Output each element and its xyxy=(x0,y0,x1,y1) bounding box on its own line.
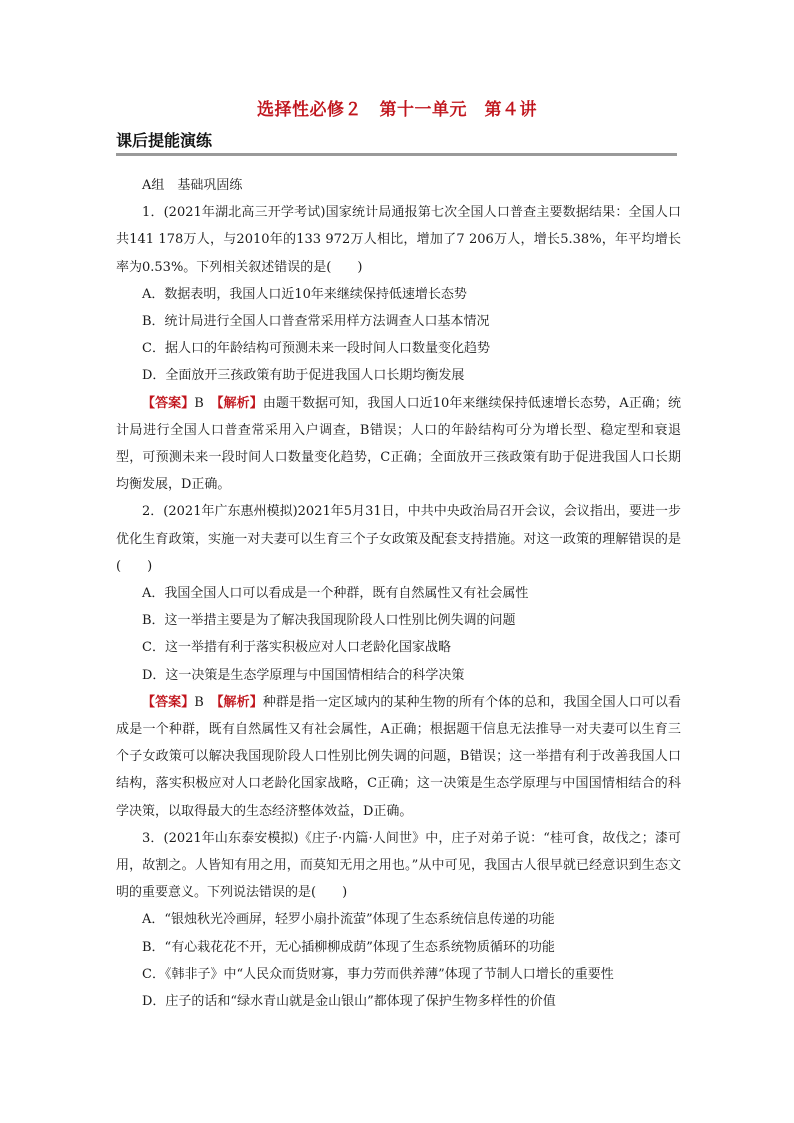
question-1-option-c: C．据人口的年龄结构可预测未来一段时间人口数量变化趋势 xyxy=(142,341,490,357)
question-2-option-c: C．这一举措有利于落实积极应对人口老龄化国家战略 xyxy=(142,640,451,656)
question-3-option-d: D．庄子的话和“绿水青山就是金山银山”都体现了保护生物多样性的价值 xyxy=(142,994,556,1010)
section-subtitle: 课后提能演练 xyxy=(116,131,213,150)
question-2-answer-block xyxy=(116,689,681,825)
question-1-option-a: A．数据表明，我国人口近10年来继续保持低速增长态势 xyxy=(142,286,467,302)
question-1-answer: B xyxy=(194,395,204,411)
answer-tag: 【答案】 xyxy=(142,395,195,411)
question-2-analysis: 种群是指一定区域内的某种生物的所有个体的总和，我国全国人口可以看成是一个种群，既有自然属性又有社会属性，A正确；根据题干信息无法推导一对夫妻可以生育三个子女政策可以解决我国现阶段人口性别比例失调的问题，B错误；这一举措有利于改善我国人口结构，落实积极应对人口老龄化国家战略，C正确；这一决策是生态学原理与中国国情相结合的科学决策，以取得最大的生态经济整体效益，D正确。 xyxy=(116,694,681,819)
question-3-option-a: A．“银烛秋光冷画屏，轻罗小扇扑流萤”体现了生态系统信息传递的功能 xyxy=(142,912,555,928)
analysis-tag: 【解析】 xyxy=(217,395,263,411)
question-3-option-b: B．“有心栽花花不开，无心插柳柳成荫”体现了生态系统物质循环的功能 xyxy=(142,939,555,955)
question-2-option-d: D．这一决策是生态学原理与中国国情相结合的科学决策 xyxy=(142,667,465,683)
question-1-option-b: B．统计局进行全国人口普查常采用样方法调查人口基本情况 xyxy=(142,314,490,330)
header-divider xyxy=(116,153,677,156)
question-3-stem: 3．(2021年山东泰安模拟)《庄子·内篇·人间世》中，庄子对弟子说：“桂可食，故伐之；漆可用，故割之。人皆知有用之用，而莫知无用之用也。”从中可见，我国古人很早就已经意识到生态文明的重要意义。下列说法错误的是( ) xyxy=(116,830,681,901)
page-title: 选择性必修２ 第十一单元 第４讲 xyxy=(257,100,537,120)
question-1-analysis: 由题干数据可知，我国人口近10年来继续保持低速增长态势，A正确；统计局进行全国人口普查常采用入户调查，B错误；人口的年龄结构可分为增长型、稳定型和衰退型，可预测未来一段时间人口数量变化趋势，C正确；全面放开三孩政策有助于促进我国人口长期均衡发展，D正确。 xyxy=(116,395,681,493)
question-2-answer: B xyxy=(194,694,204,710)
question-2-stem: 2．(2021年广东惠州模拟)2021年5月31日，中共中央政治局召开会议，会议指出，要进一步优化生育政策，实施一对夫妻可以生育三个子女政策及配套支持措施。对这一政策的理解错误的是( ) xyxy=(116,504,681,574)
question-1-stem: 1．(2021年湖北高三开学考试)国家统计局通报第七次全国人口普查主要数据结果：全国人口共141 178万人，与2010年的133 972万人相比，增加了7 206万人，增长5.38%，年平均增长率为0.53%。下列相关叙述错误的是( ) xyxy=(116,205,681,275)
analysis-tag: 【解析】 xyxy=(216,694,263,710)
question-1-option-d: D．全面放开三孩政策有助于促进我国人口长期均衡发展 xyxy=(142,368,465,384)
question-3-option-c: C．《韩非子》中“人民众而货财寡，事力劳而供养薄”体现了节制人口增长的重要性 xyxy=(142,966,614,982)
question-1-answer-block xyxy=(116,390,681,499)
question-2-option-b: B．这一举措主要是为了解决我国现阶段人口性别比例失调的问题 xyxy=(142,613,516,629)
answer-tag: 【答案】 xyxy=(142,694,195,710)
group-label: A组 基础巩固练 xyxy=(142,178,243,193)
document-body xyxy=(116,172,681,1015)
question-2-option-a: A．我国全国人口可以看成是一个种群，既有自然属性又有社会属性 xyxy=(142,586,529,602)
